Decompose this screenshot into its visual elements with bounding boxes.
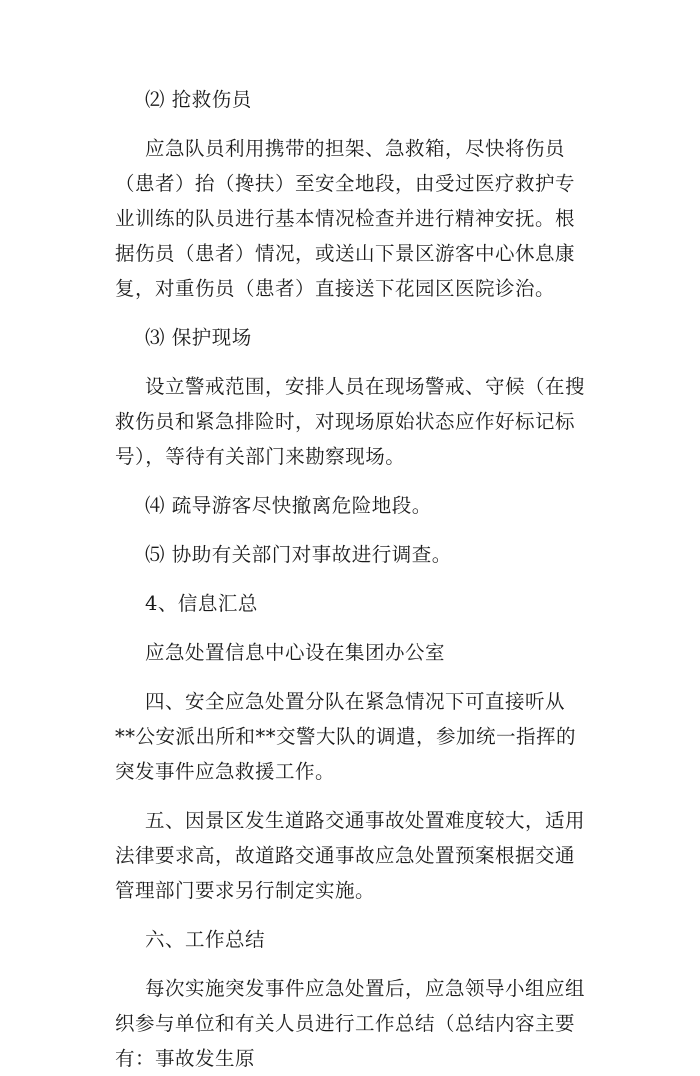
paragraph-gap <box>145 957 585 971</box>
paragraph-gap <box>145 474 585 488</box>
paragraph-gap <box>145 306 585 320</box>
paragraph-work-summary-body: 每次实施突发事件应急处置后，应急领导小组应组织参与单位和有关人员进行工作总结（总结内容主要有：事故发生原 <box>115 977 586 1070</box>
paragraph-rescue-body: 应急队员利用携带的担架、急救箱，尽快将伤员（患者）抬（搀扶）至安全地段，由受过医疗救护专业训练的队员进行基本情况检查并进行精神安抚。根据伤员（患者）情况，或送山下景区游客中心休息康复，对重伤员（患者）直接送下花园区医院诊治。 <box>115 137 576 300</box>
section-heading-protect-scene: ⑶ 保护现场 <box>145 326 252 349</box>
paragraph-gap <box>145 670 585 684</box>
document-body <box>115 82 586 1076</box>
paragraph-gap <box>145 523 585 537</box>
paragraph-section-five: 五、因景区发生道路交通事故处置难度较大，适用法律要求高，故道路交通事故应急处置预案根据交通管理部门要求另行制定实施。 <box>115 809 586 902</box>
paragraph-info-center: 应急处置信息中心设在集团办公室 <box>145 641 446 664</box>
paragraph-gap <box>145 621 585 635</box>
section-heading-rescue: ⑵ 抢救伤员 <box>145 88 252 111</box>
paragraph-protect-scene-body: 设立警戒范围，安排人员在现场警戒、守候（在搜救伤员和紧急排险时，对现场原始状态应作好标记标号），等待有关部门来勘察现场。 <box>115 375 586 468</box>
paragraph-gap <box>145 117 585 131</box>
list-item-investigate: ⑸ 协助有关部门对事故进行调查。 <box>145 543 452 566</box>
paragraph-gap <box>145 572 585 586</box>
section-heading-info-summary: 4、信息汇总 <box>145 592 258 615</box>
list-item-evacuate: ⑷ 疏导游客尽快撤离危险地段。 <box>145 494 432 517</box>
paragraph-section-four: 四、安全应急处置分队在紧急情况下可直接听从**公安派出所和**交警大队的调遣，参加统一指挥的突发事件应急救援工作。 <box>115 690 577 783</box>
section-heading-work-summary: 六、工作总结 <box>145 928 266 951</box>
paragraph-gap <box>145 355 585 369</box>
paragraph-gap <box>145 908 585 922</box>
paragraph-gap <box>145 789 585 803</box>
